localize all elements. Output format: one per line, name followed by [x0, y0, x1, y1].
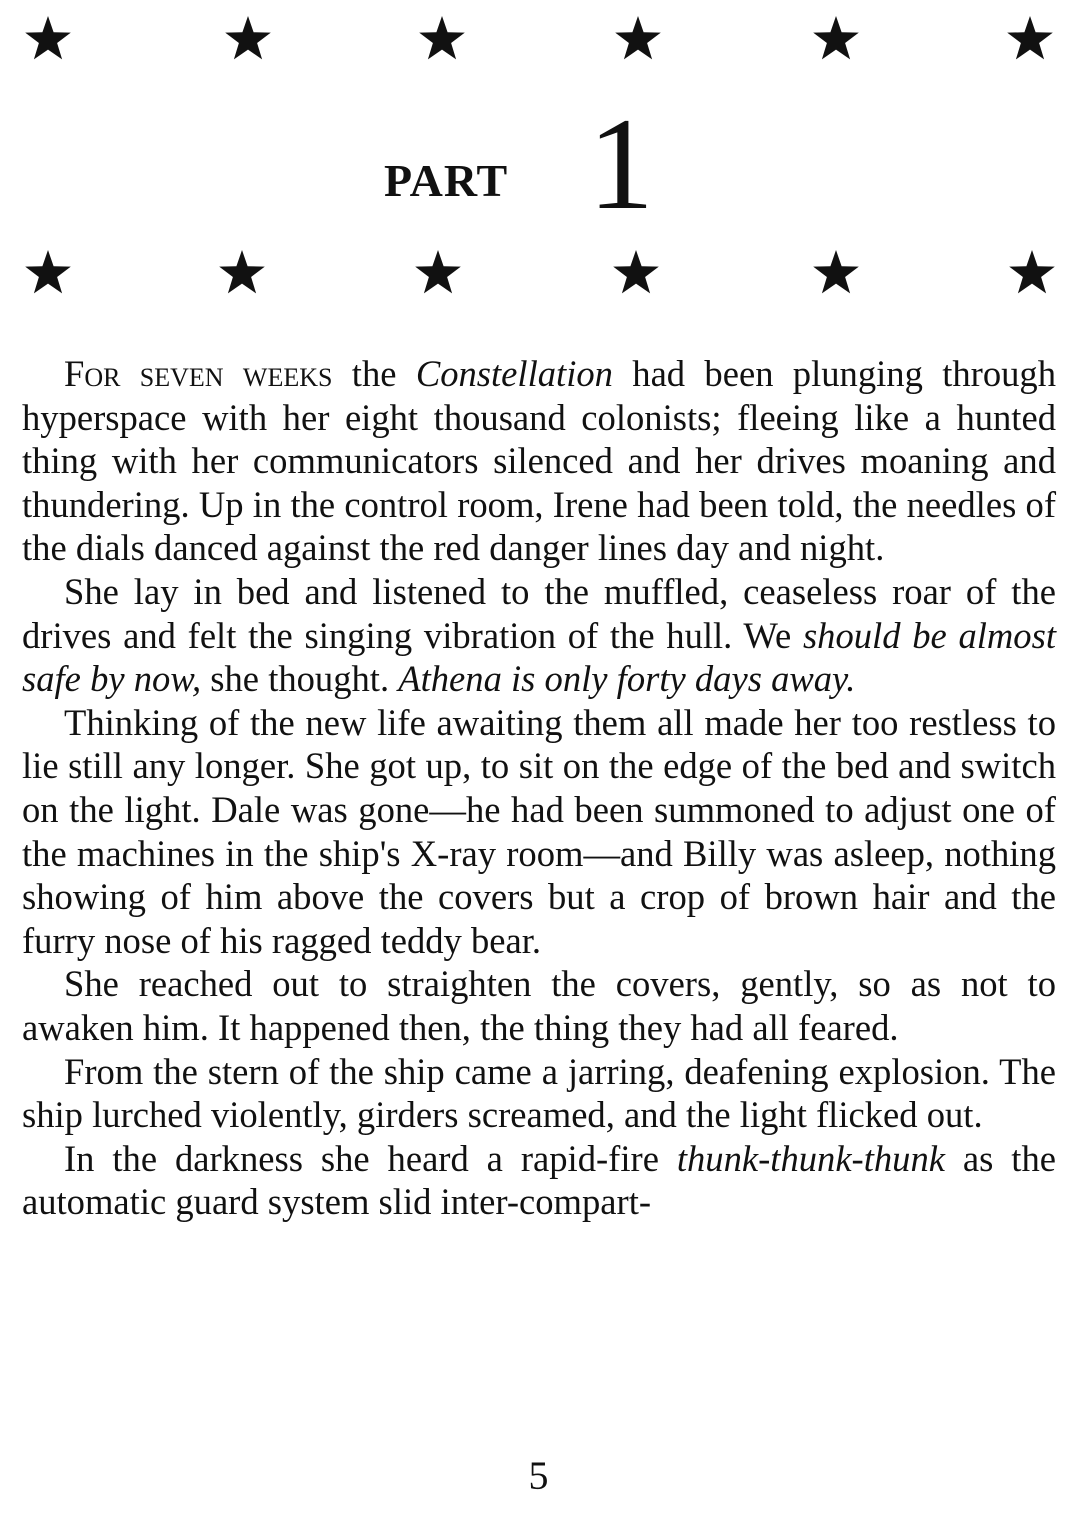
- italic-run: Athena is only forty days away.: [398, 658, 856, 700]
- paragraph: [22, 570, 1056, 701]
- paragraph: [22, 1137, 1056, 1224]
- star-icon: [1006, 14, 1054, 62]
- star-icon: [614, 14, 662, 62]
- italic-run: should be almost safe by now,: [22, 614, 1056, 700]
- star-icon: [24, 14, 72, 62]
- text-run: From the stern of the ship came a jarring, deafening explosion. The ship lurched violently, girders screamed, and the light flicked out.: [22, 1050, 1056, 1136]
- star-icon: [414, 248, 462, 296]
- text-run: had been plunging through hyperspace with her eight thousand colonists; fleeing like a hunted thing with her communicators silenced and her drives moaning and thundering. Up in the control room, Irene had been told, the needles of the dials danced against the red danger lines day and night.: [22, 353, 1056, 569]
- italic-run: thunk-thunk-thunk: [676, 1137, 946, 1179]
- part-label: PART: [384, 155, 509, 206]
- star-icon: [1008, 248, 1056, 296]
- ship-name: Constellation: [415, 353, 613, 394]
- text-run: She reached out to straighten the covers, gently, so as not to awaken him. It happened then, the thing they had all feared.: [22, 963, 1056, 1048]
- paragraph: [22, 1050, 1056, 1137]
- text-run: She lay in bed and listened to the muffled, ceaseless roar of the drives and felt the singing vibration of the hull. We: [22, 570, 1056, 656]
- star-icon: [224, 14, 272, 62]
- top-star-row: [0, 14, 1077, 74]
- star-icon: [812, 248, 860, 296]
- paragraph: [22, 701, 1056, 963]
- text-run: In the darkness she heard a rapid-fire: [64, 1137, 677, 1179]
- star-icon: [418, 14, 466, 62]
- text-run: the: [332, 353, 416, 394]
- lead-in: For seven weeks: [64, 353, 333, 394]
- text-run: she thought.: [201, 658, 399, 700]
- paragraph: [22, 352, 1056, 570]
- star-icon: [812, 14, 860, 62]
- text-run: as the automatic guard system slid inter-compart-: [22, 1137, 1056, 1223]
- text-run: Thinking of the new life awaiting them all made her too restless to lie still any longer. She got up, to sit on the edge of the bed and switch on the light. Dale was gone—he had been summoned to adjust one of the machines in the ship's X-ray room—and Billy was asleep, nothing showing of him above the covers but a crop of brown hair and the furry nose of his ragged teddy bear.: [22, 701, 1056, 961]
- page-number: 5: [528, 1453, 549, 1498]
- star-icon: [24, 248, 72, 296]
- bottom-star-row: [0, 248, 1077, 308]
- paragraph: [22, 962, 1056, 1049]
- star-icon: [612, 248, 660, 296]
- body-text: [22, 352, 1056, 1224]
- star-icon: [218, 248, 266, 296]
- part-number: 1: [588, 90, 654, 237]
- chapter-heading: [0, 90, 1077, 237]
